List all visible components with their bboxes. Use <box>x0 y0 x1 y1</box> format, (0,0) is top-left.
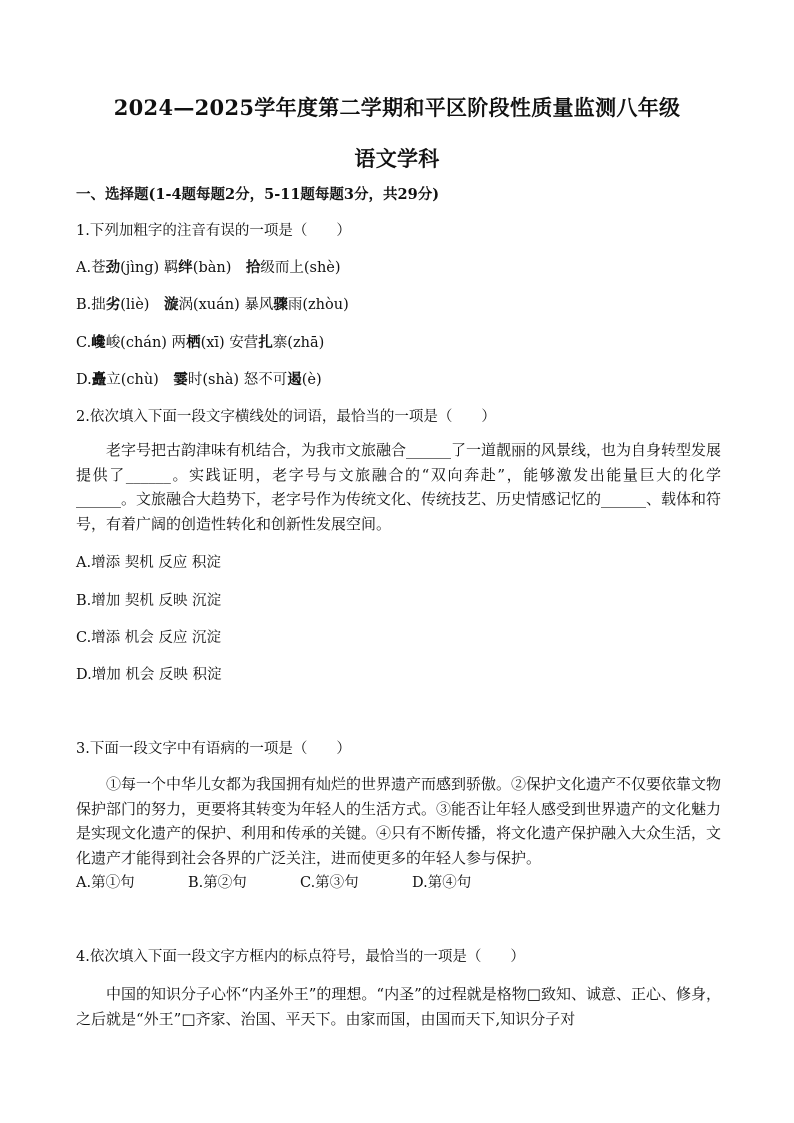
q3-option-b[interactable]: B.第②句 <box>188 875 247 891</box>
bold-char: 扎 <box>258 334 273 351</box>
bold-char: 遏 <box>287 371 302 388</box>
q3-option-a[interactable]: A.第①句 <box>76 875 135 891</box>
text-run: (bàn) <box>192 260 246 276</box>
text-run: 时(shà) 怒不可 <box>187 372 288 388</box>
text-run: D. <box>76 372 92 388</box>
q4-stem: 4.依次填入下面一段文字方框内的标点符号，最恰当的一项是（ ） <box>76 949 525 965</box>
q2-option-a[interactable]: A.增添 契机 反应 积淀 <box>76 555 221 571</box>
q2-option-b[interactable]: B.增加 契机 反映 沉淀 <box>76 593 222 609</box>
text-run: 雨(zhòu) <box>287 297 349 313</box>
q3-passage: ①每一个中华儿女都为我国拥有灿烂的世界遗产而感到骄傲。②保护文化遗产不仅要依靠文物保护部门的努力，更要将其转变为年轻人的生活方式。③能否让年轻人感受到世界遗产的文化魅力是实现文化遗产的保护、利用和传承的关键。④只有不断传播，将文化遗产保护融入大众生活，文化遗产才能得到社会各界的广泛关注，进而使更多的年轻人参与保护。 <box>76 775 722 867</box>
q1-option-b[interactable] <box>76 293 726 314</box>
q3-option-c[interactable]: C.第③句 <box>300 875 359 891</box>
q1-option-a[interactable] <box>76 256 726 277</box>
bold-char: 矗 <box>91 371 107 388</box>
q3-stem: 3.下面一段文字中有语病的一项是（ ） <box>76 741 351 757</box>
bold-char: 劲 <box>105 259 121 276</box>
bold-char: 巉 <box>91 334 106 351</box>
text-run: C. <box>76 335 92 351</box>
text-run: 峻(chán) 两 <box>105 335 187 351</box>
q2-option-d[interactable]: D.增加 机会 反映 积淀 <box>76 667 222 683</box>
q4-passage: 中国的知识分子心怀“内圣外王”的理想。“内圣”的过程就是格物□致知、诚意、正心、修身，之后就是“外王”□齐家、治国、平天下。由家而国，由国而天下,知识分子对 <box>76 985 721 1028</box>
q2-stem: 2.依次填入下面一段文字横线处的词语，最恰当的一项是（ ） <box>76 409 496 425</box>
q1-stem: 1.下列加粗字的注音有误的一项是（ ） <box>76 223 351 239</box>
bold-char: 拾 <box>245 259 261 276</box>
bold-char: 骤 <box>273 296 288 313</box>
text-run: 立(chù) <box>106 372 174 388</box>
text-run: (è) <box>301 372 322 388</box>
q2-passage: 老字号把古韵津味有机结合，为我市文旅融合______了一道靓丽的风景线，也为自身转型发展提供了______。实践证明，老字号与文旅融合的“双向奔赴”，能够激发出能量巨大的化学______。文旅融合大趋势下，老字号作为传统文化、传统技艺、历史情感记忆的______、载体和符号，有着广阔的创造性转化和创新性发展空间。 <box>76 441 722 533</box>
bold-char: 栖 <box>186 334 201 351</box>
bold-char: 绊 <box>178 259 193 276</box>
q1-option-d[interactable] <box>76 368 726 389</box>
text-run: (jìng) 羁 <box>120 260 179 276</box>
bold-char: 劣 <box>105 296 121 313</box>
text-run: 涡(xuán) 暴风 <box>178 297 274 313</box>
text-run: B.拙 <box>76 297 106 313</box>
bold-char: 霎 <box>173 371 188 388</box>
text-run: 寨(zhā) <box>272 335 325 351</box>
bold-char: 漩 <box>163 296 179 313</box>
q1-option-c[interactable] <box>76 331 726 352</box>
q2-option-c[interactable]: C.增添 机会 反应 沉淀 <box>76 630 222 646</box>
text-run: 级而上(shè) <box>260 260 341 276</box>
section-heading: 一、选择题(1-4题每题2分，5-11题每题3分，共29分) <box>76 186 440 203</box>
q3-option-d[interactable]: D.第④句 <box>412 875 472 891</box>
exam-title: 2024—2025学年度第二学期和平区阶段性质量监测八年级 <box>113 95 681 120</box>
q3-options <box>76 871 726 892</box>
text-run: A.苍 <box>76 260 106 276</box>
text-run: (liè) <box>120 297 164 313</box>
text-run: (xī) 安营 <box>200 335 259 351</box>
subject-title: 语文学科 <box>354 146 440 171</box>
